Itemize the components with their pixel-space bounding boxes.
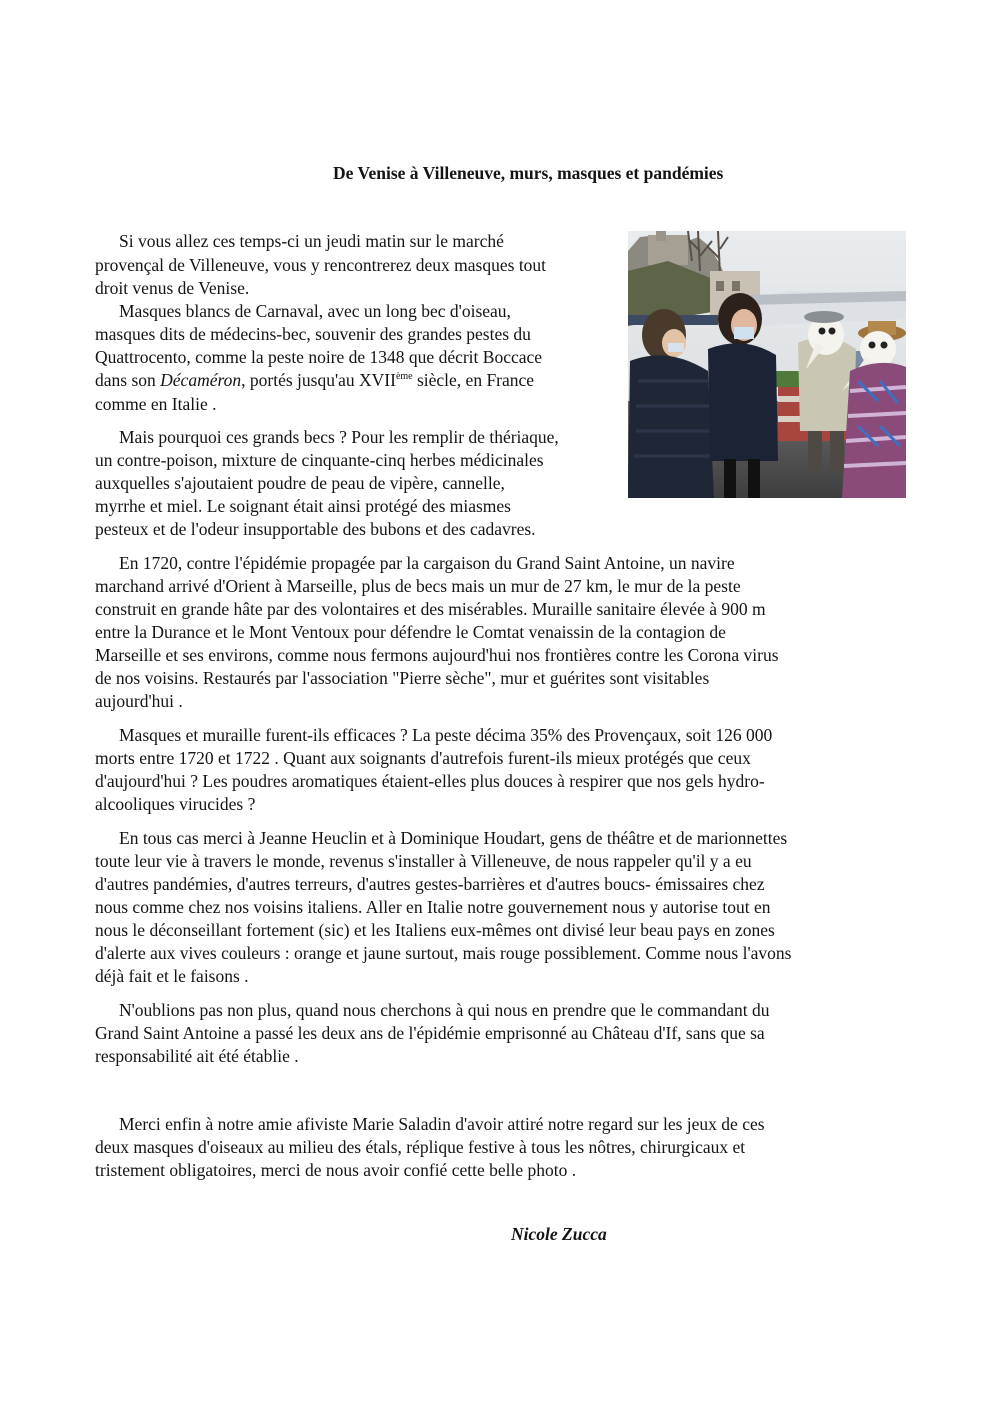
market-photo	[628, 231, 906, 498]
p5-line-4: alcooliques virucides ?	[95, 794, 256, 814]
p3-line-1: Mais pourquoi ces grands becs ? Pour les remplir de thériaque,	[119, 427, 559, 447]
p4-line-2: marchand arrivé d'Orient à Marseille, plus de becs mais un mur de 27 km, le mur de la peste	[95, 576, 741, 596]
p3-line-3: auxquelles s'ajoutaient poudre de peau de vipère, cannelle,	[95, 473, 505, 493]
p4-line-4: entre la Durance et le Mont Ventoux pour défendre le Comtat venaissin de la contagion de	[95, 622, 726, 642]
p6-line-5: nous le déconseillant fortement (sic) et les Italiens eux-mêmes ont divisé leur beau pays en zones	[95, 920, 775, 940]
p3-line-2: un contre-poison, mixture de cinquante-cinq herbes médicinales	[95, 450, 544, 470]
p7-line-1: N'oublions pas non plus, quand nous cherchons à qui nous en prendre que le commandant du	[119, 1000, 770, 1020]
p2-line-2: masques dits de médecins-bec, souvenir des grandes pestes du	[95, 324, 531, 344]
p6-line-3: d'autres pandémies, d'autres terreurs, d'autres gestes-barrières et d'autres boucs- émissaires chez	[95, 874, 765, 894]
p6-line-2: toute leur vie à travers le monde, revenus s'installer à Villeneuve, de nous rappeler qu'il y a eu	[95, 851, 752, 871]
p4-line-1: En 1720, contre l'épidémie propagée par la cargaison du Grand Saint Antoine, un navire	[119, 553, 735, 573]
p2-line-4-mid: , portés jusqu'au XVII	[241, 370, 396, 390]
century-superscript: ème	[395, 371, 413, 382]
p5-line-2: morts entre 1720 et 1722 . Quant aux soignants d'autrefois furent-ils mieux protégés que ceux	[95, 748, 751, 768]
p7-line-2: Grand Saint Antoine a passé les deux ans de l'épidémie emprisonné au Château d'If, sans que sa	[95, 1023, 765, 1043]
p3-line-5: pesteux et de l'odeur insupportable des bubons et des cadavres.	[95, 519, 536, 539]
p2-line-1: Masques blancs de Carnaval, avec un long bec d'oiseau,	[119, 301, 511, 321]
p5-line-3: d'aujourd'hui ? Les poudres aromatiques étaient-elles plus douces à respirer que nos gels hydro-	[95, 771, 765, 791]
article-title: De Venise à Villeneuve, murs, masques et pandémies	[333, 163, 724, 183]
p1-line-3: droit venus de Venise.	[95, 278, 250, 298]
p2-line-4	[95, 369, 534, 391]
p2-line-4-pre: dans son	[95, 370, 161, 390]
p2-line-4-post: siècle, en France	[412, 370, 535, 390]
p4-line-5: Marseille et ses environs, comme nous fermons aujourd'hui nos frontières contre les Corona virus	[95, 645, 779, 665]
p6-line-4: nous comme chez nos voisins italiens. Aller en Italie notre gouvernement nous y autorise tout en	[95, 897, 771, 917]
p6-line-1: En tous cas merci à Jeanne Heuclin et à Dominique Houdart, gens de théâtre et de marionnettes	[119, 828, 788, 848]
p6-line-6: d'alerte aux vives couleurs : orange et jaune surtout, mais rouge possiblement. Comme nous l'avons	[95, 943, 792, 963]
p2-line-3: Quattrocento, comme la peste noire de 1348 que décrit Boccace	[95, 347, 543, 367]
p7-line-3: responsabilité ait été établie .	[95, 1046, 299, 1066]
p1-line-1: Si vous allez ces temps-ci un jeudi matin sur le marché	[119, 231, 504, 251]
p3-line-4: myrrhe et miel. Le soignant était ainsi protégé des miasmes	[95, 496, 511, 516]
p4-line-6: de nos voisins. Restaurés par l'association "Pierre sèche", mur et guérites sont visitables	[95, 668, 710, 688]
p8-line-3: tristement obligatoires, merci de nous avoir confié cette belle photo .	[95, 1160, 577, 1180]
author-signature: Nicole Zucca	[511, 1224, 607, 1244]
p8-line-1: Merci enfin à notre amie afiviste Marie Saladin d'avoir attiré notre regard sur les jeux de ces	[119, 1114, 765, 1134]
p6-line-7: déjà fait et le faisons .	[95, 966, 249, 986]
p8-line-2: deux masques d'oiseaux au milieu des étals, réplique festive à tous les nôtres, chirurgicaux et	[95, 1137, 746, 1157]
p4-line-7: aujourd'hui .	[95, 691, 183, 711]
p4-line-3: construit en grande hâte par des volontaires et des misérables. Muraille sanitaire élevée à 900 m	[95, 599, 766, 619]
p1-line-2: provençal de Villeneuve, vous y rencontrerez deux masques tout	[95, 255, 547, 275]
p5-line-1: Masques et muraille furent-ils efficaces ? La peste décima 35% des Provençaux, soit 126 000	[119, 725, 773, 745]
p2-line-5: comme en Italie .	[95, 394, 217, 414]
book-title: Décaméron	[160, 370, 242, 390]
